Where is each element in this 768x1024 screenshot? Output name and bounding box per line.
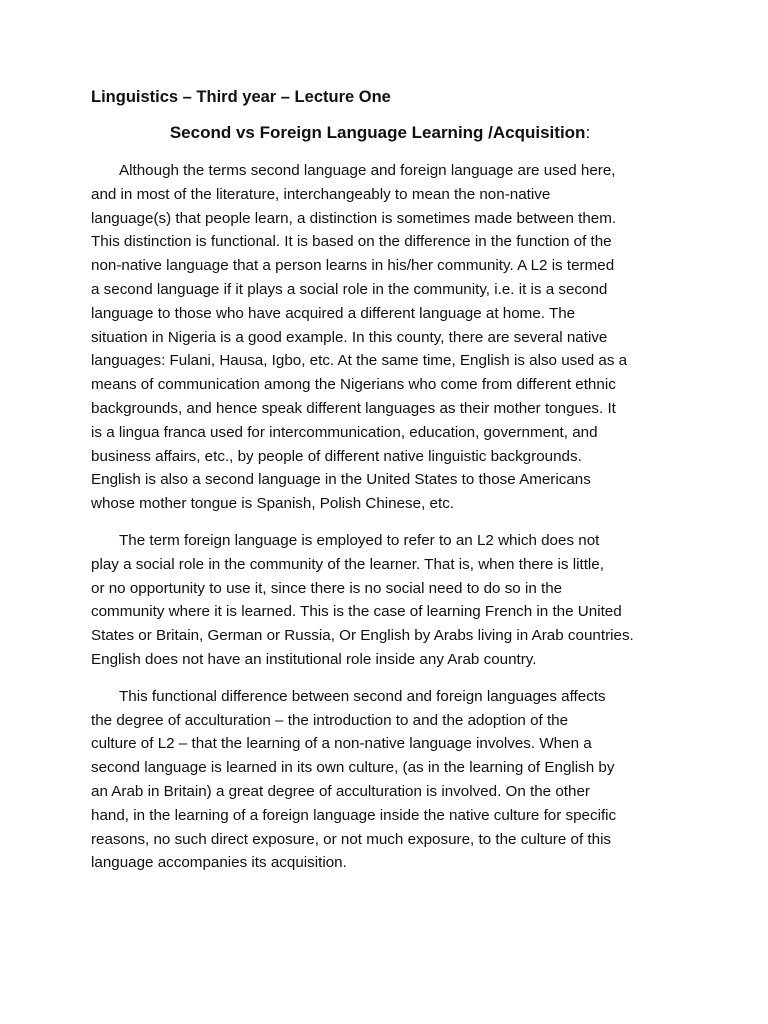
paragraph-line: play a social role in the community of the learner. That is, when there is little, (91, 555, 604, 573)
document-body (91, 159, 669, 875)
paragraph-line: situation in Nigeria is a good example. In this county, there are several native (91, 328, 608, 346)
paragraph-line: an Arab in Britain) a great degree of acculturation is involved. On the other (91, 782, 590, 800)
paragraph-line: States or Britain, German or Russia, Or English by Arabs living in Arab countries. (91, 627, 634, 645)
paragraph-line: business affairs, etc., by people of different native linguistic backgrounds. (91, 447, 582, 465)
paragraph-line: language accompanies its acquisition. (91, 854, 347, 872)
paragraph-line: The term foreign language is employed to refer to an L2 which does not (119, 531, 600, 549)
paragraph-line: the degree of acculturation – the introduction to and the adoption of the (91, 711, 569, 729)
paragraph-line: language to those who have acquired a different language at home. The (91, 304, 576, 322)
paragraph (91, 159, 669, 516)
paragraph-line: or no opportunity to use it, since there is no social need to do so in the (91, 579, 563, 597)
lecture-header: Linguistics – Third year – Lecture One (91, 88, 391, 106)
paragraph (91, 529, 669, 672)
paragraph-line: backgrounds, and hence speak different languages as their mother tongues. It (91, 399, 616, 417)
paragraph-line: second language is learned in its own culture, (as in the learning of English by (91, 759, 615, 777)
paragraph-line: hand, in the learning of a foreign language inside the native culture for specific (91, 806, 617, 824)
paragraph-line: Although the terms second language and foreign language are used here, (119, 162, 616, 179)
paragraph-line: English is also a second language in the United States to those Americans (91, 471, 591, 489)
paragraph-line: a second language if it plays a social role in the community, i.e. it is a second (91, 280, 608, 298)
paragraph-line: English does not have an institutional role inside any Arab country. (91, 650, 537, 668)
paragraph-line: is a lingua franca used for intercommunication, education, government, and (91, 423, 598, 441)
paragraph-line: language(s) that people learn, a distinction is sometimes made between them. (91, 209, 617, 227)
paragraph-line: reasons, no such direct exposure, or not much exposure, to the culture of this (91, 830, 612, 848)
paragraph-line: and in most of the literature, interchangeably to mean the non-native (91, 185, 551, 203)
document-page (91, 86, 669, 888)
document-title (91, 122, 669, 144)
paragraph-line: culture of L2 – that the learning of a non-native language involves. When a (91, 735, 592, 753)
document-title-colon: : (585, 123, 591, 142)
paragraph-line: This functional difference between second and foreign languages affects (119, 687, 606, 705)
paragraph-line: whose mother tongue is Spanish, Polish Chinese, etc. (91, 495, 455, 513)
paragraph (91, 685, 669, 875)
paragraph-line: This distinction is functional. It is based on the difference in the function of the (91, 233, 612, 251)
paragraph-line: community where it is learned. This is the case of learning French in the United (91, 603, 622, 621)
document-title-text: Second vs Foreign Language Learning /Acquisition (169, 123, 586, 142)
paragraph-line: means of communication among the Nigerians who come from different ethnic (91, 376, 616, 394)
paragraph-line: non-native language that a person learns in his/her community. A L2 is termed (91, 257, 615, 275)
paragraph-line: languages: Fulani, Hausa, Igbo, etc. At the same time, English is also used as a (91, 352, 628, 370)
